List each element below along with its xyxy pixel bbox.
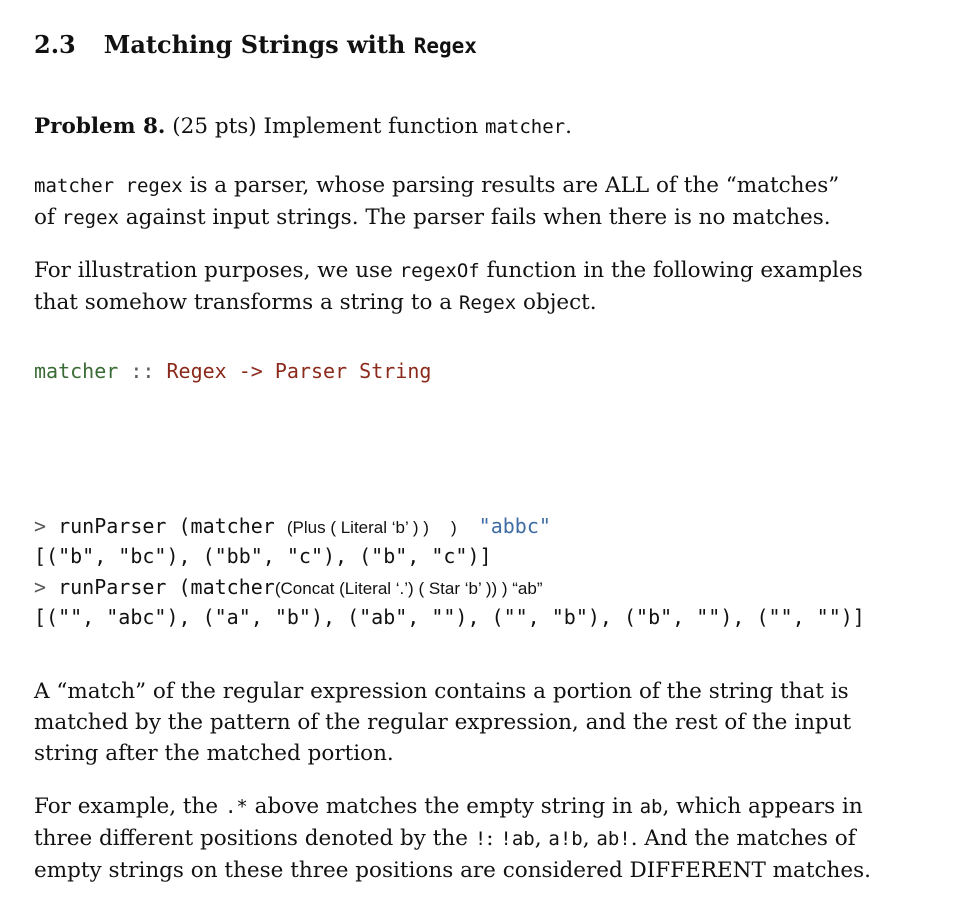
- text-span: ,: [534, 826, 542, 851]
- command-inner: (Concat (Literal ‘.’) ( Star ‘b’ )) ) “ab”: [274, 579, 543, 598]
- command-inner: (Plus ( Literal ‘b’ ) ): [286, 518, 429, 537]
- problem-statement: [34, 114, 572, 139]
- text-span: ,: [582, 826, 590, 851]
- paragraph-line: [34, 791, 871, 823]
- text-span: , which appears in: [662, 794, 863, 819]
- inline-code: regexOf: [399, 260, 480, 282]
- text-span: object.: [523, 290, 597, 315]
- problem-code: matcher: [485, 116, 566, 138]
- inline-code: matcher regex: [34, 175, 183, 197]
- command-input: "abbc": [478, 514, 551, 538]
- paragraph-line: empty strings on these three positions are considered DIFFERENT matches.: [34, 858, 871, 883]
- paragraph-line: string after the matched portion.: [34, 741, 394, 766]
- example-2-command: [34, 575, 543, 599]
- inline-code: ab: [639, 796, 663, 818]
- paragraph-line: [34, 170, 839, 202]
- problem-end: .: [565, 114, 572, 139]
- inline-code: !ab: [500, 828, 535, 850]
- example-1-command: [34, 514, 551, 538]
- prompt-symbol: >: [34, 514, 47, 538]
- signature-arrow: ->: [238, 359, 263, 383]
- problem-label: Problem 8.: [34, 114, 166, 139]
- command-open: (matcher: [178, 514, 275, 538]
- section-heading: [34, 30, 477, 59]
- text-span: of: [34, 205, 55, 230]
- text-span: three different positions denoted by the: [34, 826, 468, 851]
- paragraph-line: [34, 255, 863, 287]
- paragraph-example: [34, 791, 871, 886]
- command-close: ): [450, 518, 457, 537]
- paragraph-line: [34, 823, 871, 855]
- paragraph-illustration: [34, 255, 863, 319]
- paragraph-line: A “match” of the regular expression contains a portion of the string that is: [34, 679, 849, 704]
- inline-code: ab!: [596, 828, 631, 850]
- inline-code: .*: [224, 796, 248, 818]
- text-span: against input strings. The parser fails when there is no matches.: [125, 205, 831, 230]
- paragraph-line: [34, 202, 839, 234]
- text-span: For illustration purposes, we use: [34, 258, 393, 283]
- paragraph-description: [34, 170, 839, 234]
- inline-code: regex: [61, 207, 119, 229]
- paragraph-match-definition: [34, 676, 851, 769]
- problem-points: (25 pts): [172, 114, 257, 139]
- text-span: function in the following examples: [486, 258, 863, 283]
- example-2-result: [("", "abc"), ("a", "b"), ("ab", ""), ("", "b"), ("b", ""), ("", "")]: [34, 605, 865, 629]
- text-span: . And the matches of: [630, 826, 856, 851]
- command-name: runParser: [58, 575, 167, 599]
- text-span: that somehow transforms a string to a: [34, 290, 453, 315]
- text-span: is a parser, whose parsing results are ALL of the “matches”: [189, 173, 840, 198]
- paragraph-line: [34, 287, 863, 319]
- paragraph-line: matched by the pattern of the regular expression, and the rest of the input: [34, 710, 852, 735]
- command-open: (matcher: [178, 575, 275, 599]
- section-title: Matching Strings with: [103, 30, 406, 59]
- inline-code: !: [474, 828, 487, 850]
- section-number: 2.3: [34, 30, 76, 59]
- inline-code: Regex: [458, 292, 517, 314]
- type-signature: [34, 359, 431, 383]
- problem-text: Implement function: [263, 114, 479, 139]
- text-span: :: [486, 826, 494, 851]
- example-1-result: [("b", "bc"), ("bb", "c"), ("b", "c")]: [34, 544, 492, 568]
- prompt-symbol: >: [34, 575, 47, 599]
- text-span: For example, the: [34, 794, 219, 819]
- signature-result: Parser String: [274, 359, 432, 383]
- signature-sep: ::: [130, 359, 155, 383]
- signature-arg: Regex: [166, 359, 227, 383]
- section-title-code: Regex: [413, 34, 477, 58]
- command-name: runParser: [58, 514, 167, 538]
- inline-code: a!b: [548, 828, 583, 850]
- text-span: above matches the empty string in: [254, 794, 633, 819]
- signature-name: matcher: [34, 359, 119, 383]
